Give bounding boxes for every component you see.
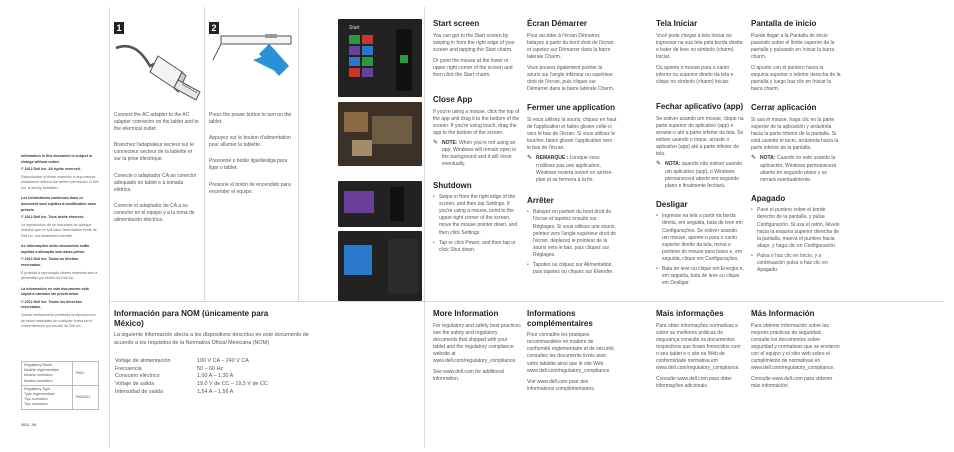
fr-column — [527, 19, 617, 276]
pt-close-note: ✎ NOTA: quando não estiver usando um aplicativo (app), o Windows permanecerá aberto em segundo plano e finalmente fechará. — [656, 161, 743, 189]
model-value: T06G — [73, 362, 99, 386]
type-labels: Regulatory Type Type réglementaire Tipo normativo Tipo normativo — [22, 385, 73, 409]
connect-en: Connect the AC adapter to the AC adapter connector on the tablet and to the electrical outlet. — [114, 112, 199, 133]
es-close-p1: Si usa el mouse, haga clic en la parte superior de la aplicación y arrástrela hacia la parte inferior de la pantalla. Si está usando el tacto, arrástrela hacia la parte inferior de la pantalla. — [751, 116, 839, 152]
es-more-text2: Consulte www.dell.com para obtener más información. — [751, 376, 833, 390]
note-icon: ✎ — [433, 140, 439, 147]
en-shutdown-title: Shutdown — [433, 180, 472, 190]
column-divider — [109, 7, 110, 448]
fr-close-title: Fermer une application — [527, 103, 616, 113]
power-fr: Appuyez sur le bouton d'alimentation pour allumer la tablette. — [209, 135, 291, 149]
list-item: • Ingresse na tela a partir da borda direita, em seguida, bata de leve em Configurações. Se estiver usando um mouse, aponte-o para o canto superior direito da tela, mova o ponteiro do mouse para baixo e, em seguida, clique em Configurações. — [656, 213, 744, 263]
legal-p2: © 2012 Dell Inc. All rights reserved. — [21, 167, 81, 172]
fr-more-info — [527, 309, 617, 393]
es-close-note: ✎ NOTA: Cuando no esté usando la aplicación, Windows permanecerá abierto en segundo plano y se cerrará eventualmente. — [751, 155, 837, 183]
regulatory-model-table — [21, 361, 99, 410]
legal-notices — [21, 154, 99, 330]
en-column — [433, 19, 521, 254]
fr-more-text2: Voir www.dell.com pour des informations complémentaires. — [527, 378, 596, 392]
fr-shutdown-steps — [527, 209, 617, 276]
step-1-number: 1 — [114, 22, 124, 34]
legal-p10: La información en este documento está sujeta a cambios sin previo aviso. — [21, 286, 89, 297]
en-more-text: For regulatory and safety best practices see the safety and regulatory documents that shipped with your tablet and the regulatory compliance website at www.dell.com/regulatory_compliance. — [433, 322, 521, 365]
es-shutdown-steps — [751, 207, 841, 274]
es-shutdown-title: Apagado — [751, 193, 786, 203]
connect-es: Conecte el adaptador de CA a su conector en el equipo y a la toma de alimentación eléctrica. — [114, 202, 195, 224]
section-divider — [109, 301, 424, 302]
pt-more-text2: Consulte www.dell.com para obter informações adicionais. — [656, 376, 732, 390]
es-close-title: Cerrar aplicación — [751, 103, 817, 113]
note-icon: ✎ — [656, 161, 662, 168]
power-en: Press the power button to turn on the tablet. — [209, 112, 292, 126]
start-screen-screenshot — [338, 19, 422, 97]
model-labels: Regulatory Model Modèle réglementaire Modelo normativo Modelo normativo — [22, 362, 73, 386]
nom-intro: La siguiente información afecta a los dispositivos descritos en este documento de acuerdo a los requisitos de la Normativa Oficial Mexicana (NOM) — [114, 332, 309, 346]
en-more-text2: See www.dell.com for additional information. — [433, 369, 504, 383]
table-row: Frecuencia 50 – 60 Hz — [115, 365, 224, 372]
nom-section — [114, 309, 309, 348]
fr-start-p2: Vous pouvez également pointer la souris sur l'angle inférieur ou supérieur droit de l'écran, puis cliquer sur Démarrer dans la barre latérale Charm. — [527, 64, 615, 93]
column-divider — [204, 7, 205, 301]
es-column — [751, 19, 841, 274]
start-tile-label: Start — [349, 25, 360, 31]
table-row: Voltaje de salida 19,0 V de CC – 19,5 V de CC — [115, 381, 268, 388]
pt-column — [656, 19, 744, 287]
shutdown-charms-screenshot — [338, 181, 422, 227]
nom-title: Información para NOM (únicamente para México) — [114, 309, 269, 328]
fr-close-p1: Si vous utilisez la souris, cliquez en haut de l'application et faites glisser celle-ci vers le bas de l'écran. Si vous utilisez le toucher, faites glisser l'application vers le bas de l'écran. — [527, 116, 617, 152]
legal-p5: © 2012 Dell Inc. Tous droits réservés. — [21, 215, 85, 220]
power-instructions — [209, 112, 295, 196]
pt-start-p1: Você pode chegar à tela Iniciar ao ingressar na sua tela pela borda direita e bater de leve no símbolo (charm) Iniciar. — [656, 32, 743, 60]
en-close-p1: If you're using a mouse, click the top of the app and drag it to the bottom of the screen. If you're using touch, drag the app to the bottom of the screen. — [433, 108, 520, 137]
table-row: Voltaje de alimentación 100 V CA – 240 V CA — [115, 358, 249, 364]
connect-pt: Conecte o adaptador CA ao conector adequado no tablet e à tomada elétrica. — [114, 172, 197, 193]
en-close-note: ✎ NOTE: When you're not using an app, Windows will remain open in the background and it will close eventually. — [433, 140, 517, 168]
legal-p1: Information in this document is subject to change without notice. — [21, 154, 93, 164]
es-more-info — [751, 309, 841, 390]
section-divider — [424, 301, 944, 302]
legal-p11: © 2012 Dell Inc. Todos los derechos reservados. — [21, 299, 83, 310]
pt-more-title: Mais informações — [656, 309, 724, 318]
es-start-title: Pantalla de inicio — [751, 19, 817, 28]
pt-start-title: Tela Iniciar — [656, 19, 698, 28]
list-item: • Tap or click Power, and then tap or click Shut down. — [433, 240, 521, 254]
list-item: • Balayez en partant du bord droit de l'écran et tapotez ensuite sur Réglages. Si vous utilisez une souris, pointez vers l'angle supérieur droit de l'écran, déplacez le pointeur de la souris vers le bas, puis cliquez sur Réglages. — [527, 209, 617, 259]
ac-adapter-illustration — [112, 32, 204, 106]
type-value: T06G001 — [73, 385, 99, 409]
es-more-text: Para obtener información sobre las mejores prácticas de seguridad, consulte los documentos sobre seguridad y normativas que se enviaron con el equipo y el sitio web sobre el cumplimiento de normativas en www.dell.com/regulatory_compliance. — [751, 322, 840, 372]
list-item: • Pase el puntero sobre el borde derecho de la pantalla, y pulse Configuración. Si usa el ratón, llévelo hacia la esquina superior derecha de la pantalla, mueva el puntero hacia abajo, y haga clic en Configuración. — [751, 207, 841, 250]
power-es: Presione el botón de encendido para encender el equipo. — [209, 181, 291, 195]
note-icon: ✎ — [527, 155, 533, 162]
es-start-p2: O apunte con el puntero hacia la esquina superior o inferior derecha de la pantalla y luego haz clic en Iniciar la barra charm. — [751, 64, 841, 93]
step-2-number: 2 — [209, 22, 219, 34]
pt-shutdown-title: Desligar — [656, 199, 688, 209]
pt-start-p2: Ou aponte o mouse para o canto inferior ou superior direito da tela e clique no símbolo (charm) Iniciar. — [656, 64, 734, 86]
connect-fr: Branchez l'adaptateur secteur sur le connecteur secteur de la tablette et sur la prise électrique. — [114, 142, 194, 163]
shutdown-settings-screenshot — [338, 231, 422, 301]
fr-close-note: ✎ REMARQUE : Lorsque vous n'utilisez pas une application, Windows restera ouvert en arrière-plan et se fermera à la fin. — [527, 155, 613, 183]
en-shutdown-steps — [433, 194, 521, 254]
en-more-info — [433, 309, 521, 383]
column-divider — [424, 7, 425, 448]
pt-close-p1: Se estiver usando um mouse, clique na parte superior do aplicativo (app) e arraste-o até a parte inferior da tela. Se estiver usando o toque, arraste o aplicativo (app) até a parte inferior da tela. — [656, 115, 744, 158]
es-start-p1: Puede llegar a la Pantalla de inicio pasando sobre el límite superior de la pantalla y pulsando en Iniciar la barra charm. — [751, 32, 835, 60]
fr-start-title: Écran Démarrer — [527, 19, 588, 28]
fr-more-text: Pour connaître les pratiques recommandées en matière de conformité réglementaire et de sécurité, consultez les documents livrés avec votre tablette ainsi que le site Web www.dell.com/regulatory_compliance. — [527, 332, 616, 374]
fr-shutdown-title: Arrêter — [527, 195, 554, 205]
list-item: • Bata de leve ou clique em Energia e, em seguida, bata de leve ou clique em Desligar. — [656, 266, 744, 287]
es-more-title: Más Información — [751, 309, 815, 318]
en-more-title: More Information — [433, 309, 499, 318]
table-row: Consumo eléctrico 1,00 A – 1,30 A — [115, 373, 234, 380]
en-start-p2: Or point the mouse at the lower or upper right corner of the screen and then click the Start charm. — [433, 57, 513, 79]
list-item: • Tapotez ou cliquez sur Alimentation, puis tapotez ou cliquez sur Éteindre. — [527, 262, 617, 276]
power-pt: Pressione o botão liga/desliga para ligar o tablet. — [209, 158, 288, 172]
list-item: • Pulsa o haz clic en Inicio, y a continuación pulsa o haz clic en Apagado. — [751, 253, 841, 274]
pt-more-info — [656, 309, 744, 390]
legal-p6: La reproduction de ce document de quelque manière que ce soit sans l'autorisation écrite de Dell Inc. est strictement interdite. — [21, 222, 97, 238]
nom-spec-table — [113, 358, 270, 396]
en-start-title: Start screen — [433, 19, 480, 28]
connect-instructions — [114, 112, 200, 224]
print-date: 2012 - 09 — [21, 423, 37, 427]
table-row: Intensidad de salida 1,54 A – 1,56 A — [115, 388, 234, 395]
list-item: • Swipe in from the right edge of the screen, and then tap Settings. If you're using a mouse, point to the upper-right corner of the screen, move the mouse pointer down, and then click Settings. — [433, 194, 521, 237]
note-icon: ✎ — [751, 155, 757, 162]
legal-p3: Reproduction of these materials in any manner whatsoever without the written permission of Dell Inc. is strictly forbidden. — [21, 174, 99, 190]
en-close-title: Close App — [433, 95, 473, 105]
pt-shutdown-steps — [656, 213, 744, 287]
power-button-illustration — [207, 32, 297, 106]
close-app-screenshot — [338, 102, 422, 166]
legal-p9: É proibida a reprodução destes materiais sem a permissão por escrito da Dell Inc. — [21, 270, 98, 281]
legal-p4: Les informations contenues dans ce document sont sujettes à modification sans préavis. — [21, 196, 96, 212]
legal-p7: As informações neste documento estão sujeitas a alteração sem aviso prévio. — [21, 244, 90, 254]
fr-more-title: Informations complémentaires — [527, 309, 593, 328]
pt-close-title: Fechar aplicativo (app) — [656, 102, 744, 112]
en-start-p1: You can get to the Start screen by swiping in from the right edge of your screen and tapping the Start charm. — [433, 32, 515, 53]
pt-more-text: Para obter informações normativas e sobre as melhores práticas de segurança consulte os documentos respectivos que foram fornecidos com o seu tablet e o site na Web de conformidade normativa em www.dell.com/regulatory_compliance. — [656, 322, 741, 372]
fr-start-p1: Pour accéder à l'écran Démarrer, balayez à partir du bord droit de l'écran et tapotez sur Démarrer dans la barre latérale Charm. — [527, 32, 614, 60]
legal-p8: © 2012 Dell Inc. Todos os direitos reservados. — [21, 257, 79, 267]
legal-p12: Queda estrictamente prohibida la reproducción de estos materiales de cualquier forma sin el consentimiento por escrito de Dell Inc. — [21, 312, 96, 329]
column-divider — [298, 7, 299, 301]
